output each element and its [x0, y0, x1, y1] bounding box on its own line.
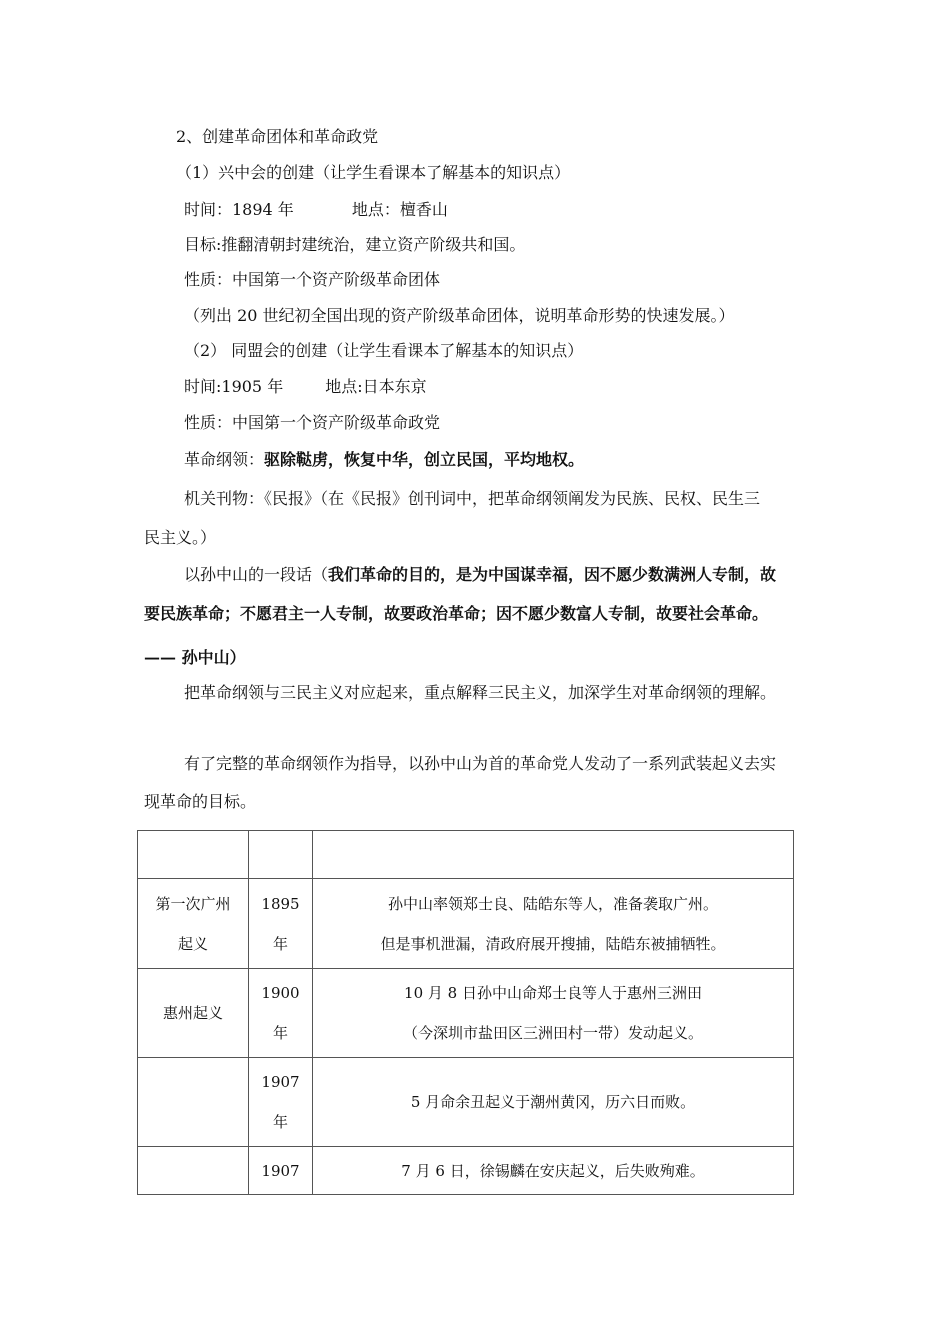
organ-line-1: 机关刊物：《民报》（在《民报》创刊词中，把革命纲领阐发为民族、民权、民生三 [184, 489, 761, 508]
cell-desc: 7 月 6 日，徐锡麟在安庆起义，后失败殉难。 [313, 1147, 794, 1195]
xingzhonghui-goal: 目标:推翻清朝封建统治，建立资产阶级共和国。 [184, 235, 526, 254]
cell-year [249, 831, 313, 879]
cell-name: 第一次广州 起义 [138, 879, 249, 969]
cell-desc: 5 月命余丑起义于潮州黄冈，历六日而败。 [313, 1058, 794, 1147]
cell-desc: 孙中山率领郑士良、陆皓东等人，准备袭取广州。 但是事机泄漏，清政府展开搜捕，陆皓东被捕牺牲。 [313, 879, 794, 969]
xingzhonghui-note: （列出 20 世纪初全国出现的资产阶级革命团体，说明革命形势的快速发展。） [184, 306, 735, 325]
uprisings-table [137, 830, 794, 1195]
cell-name [138, 1058, 249, 1147]
quote-attribution: —— 孙中山） [144, 648, 246, 667]
table-row [138, 831, 794, 879]
cell-year: 1900 年 [249, 969, 313, 1058]
table-row [138, 1147, 794, 1195]
xingzhonghui-time: 时间：1894 年 [184, 200, 294, 219]
cell-name [138, 831, 249, 879]
cell-desc: 10 月 8 日孙中山命郑士良等人于惠州三洲田 （今深圳市盐田区三洲田村一带）发动起义。 [313, 969, 794, 1058]
quote-line-1 [184, 565, 776, 585]
tongmenghui-title: （2） 同盟会的创建（让学生看课本了解基本的知识点） [184, 341, 584, 360]
cell-name [138, 1147, 249, 1195]
table-row [138, 1058, 794, 1147]
transition-line-2: 现革命的目标。 [144, 792, 257, 811]
cell-year: 1907 [249, 1147, 313, 1195]
transition-line-1: 有了完整的革命纲领作为指导，以孙中山为首的革命党人发动了一系列武装起义去实 [184, 754, 777, 773]
quote-text-1: 我们革命的目的，是为中国谋幸福，因不愿少数满洲人专制，故 [328, 565, 777, 584]
program-text: 驱除鞑虏，恢复中华，创立民国，平均地权。 [264, 450, 585, 469]
table-row [138, 969, 794, 1058]
cell-desc [313, 831, 794, 879]
table-row [138, 879, 794, 969]
tongmenghui-time: 时间:1905 年 [184, 377, 284, 396]
xingzhonghui-place: 地点：檀香山 [351, 200, 448, 219]
revolutionary-program [184, 450, 584, 470]
organ-line-2: 民主义。） [144, 528, 217, 547]
quote-line-2: 要民族革命；不愿君主一人专制，故要政治革命；因不愿少数富人专制，故要社会革命。 [144, 604, 769, 623]
xingzhonghui-title: （1）兴中会的创建（让学生看课本了解基本的知识点） [176, 163, 571, 182]
tongmenghui-time-place [184, 377, 427, 397]
cell-name: 惠州起义 [138, 969, 249, 1058]
explain-paragraph: 把革命纲领与三民主义对应起来，重点解释三民主义，加深学生对革命纲领的理解。 [184, 683, 777, 702]
quote-intro: 以孙中山的一段话（ [184, 565, 329, 584]
xingzhonghui-time-place [184, 200, 448, 220]
section-heading: 2、创建革命团体和革命政党 [176, 127, 379, 146]
tongmenghui-nature: 性质：中国第一个资产阶级革命政党 [184, 413, 441, 432]
xingzhonghui-nature: 性质：中国第一个资产阶级革命团体 [184, 270, 441, 289]
program-label: 革命纲领： [184, 450, 265, 469]
cell-year: 1907 年 [249, 1058, 313, 1147]
tongmenghui-place: 地点:日本东京 [325, 377, 427, 396]
cell-year: 1895 年 [249, 879, 313, 969]
